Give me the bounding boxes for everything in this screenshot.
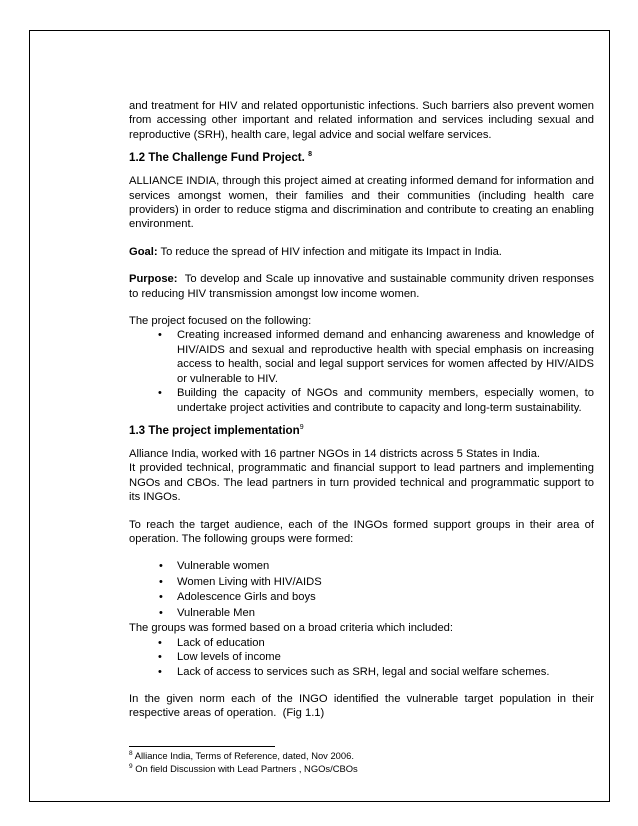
- bullet-icon: •: [158, 651, 162, 664]
- list-item: [129, 386, 594, 415]
- document-page: [29, 30, 610, 802]
- implementation-paragraph-1-rest: It provided technical, programmatic and financial support to lead partners and implementing NGOs and CBOs. The lead partners in turn provided technical and programmatic support to its INGOs.: [129, 462, 594, 504]
- footnote-text: On field Discussion with Lead Partners , NGOs/CBOs: [132, 762, 358, 774]
- list-item: [129, 606, 594, 622]
- section-heading-text: 1.2 The Challenge Fund Project.: [129, 151, 305, 165]
- list-item-text: Adolescence Girls and boys: [177, 591, 316, 604]
- list-item-text: Low levels of income: [177, 651, 281, 664]
- list-item: [129, 650, 594, 664]
- bullet-icon: •: [158, 329, 162, 342]
- list-item-text: Creating increased informed demand and enhancing awareness and knowledge of HIV/AIDS and sexual and reproductive health with special emphasis on increasing access to health, social and legal support services for women affected by HIV/AIDS or vulnerable to HIV.: [177, 329, 594, 385]
- implementation-paragraph-2: To reach the target audience, each of the INGOs formed support groups in their area of operation. The following groups were formed:: [129, 518, 594, 545]
- list-item-text: Vulnerable women: [177, 560, 270, 573]
- list-item: [129, 559, 594, 575]
- footnote-number: 8: [129, 749, 133, 757]
- list-item: [129, 590, 594, 606]
- bullet-icon: •: [159, 591, 163, 604]
- goal-text: To reduce the spread of HIV infection and mitigate its Impact in India.: [157, 245, 502, 258]
- footnote: [129, 762, 594, 775]
- groups-list: [129, 559, 594, 621]
- footnote: [129, 749, 594, 762]
- goal-paragraph: [129, 245, 594, 259]
- bullet-icon: •: [159, 560, 163, 573]
- footnote-reference: 9: [299, 424, 304, 432]
- criteria-list: [129, 636, 594, 679]
- focus-intro: The project focused on the following:: [129, 315, 312, 328]
- section-heading-text: 1.3 The project implementation: [129, 423, 300, 437]
- intro-paragraph: and treatment for HIV and related opportunistic infections. Such barriers also prevent women from accessing other important and related information and services including sexual and reproductive (SRH), health care, legal advice and social welfare services.: [129, 100, 594, 141]
- bullet-icon: •: [158, 665, 162, 678]
- purpose-label: Purpose:: [129, 273, 178, 286]
- challenge-fund-paragraph: ALLIANCE INDIA, through this project aimed at creating informed demand for information and services amongst women, their families and their communities (including health care providers) in order to reduce stigma and discrimination and contribute to creating an enabling environment.: [129, 175, 594, 231]
- list-item-text: Vulnerable Men: [177, 606, 255, 619]
- goal-label: Goal:: [129, 245, 158, 258]
- bullet-icon: •: [159, 575, 163, 588]
- list-item: [129, 665, 594, 679]
- list-item: [129, 328, 594, 386]
- implementation-paragraph-1: [129, 447, 594, 461]
- section-heading-implementation: [129, 423, 594, 439]
- implementation-line-1: Alliance India, worked with 16 partner NGOs in 14 districts across 5 States in India.: [129, 447, 541, 460]
- section-heading-challenge-fund: [129, 150, 594, 166]
- list-item-text: Women Living with HIV/AIDS: [177, 575, 322, 588]
- implementation-paragraph-3: In the given norm each of the INGO identified the vulnerable target population in their respective areas of operation. (Fig 1.1): [129, 692, 598, 720]
- page-content: [129, 99, 598, 775]
- list-item: [129, 636, 594, 650]
- footnote-number: 9: [129, 762, 133, 770]
- footnote-text: Alliance India, Terms of Reference, dated, Nov 2006.: [132, 749, 354, 761]
- bullet-icon: •: [158, 387, 162, 400]
- list-item-text: Lack of access to services such as SRH, legal and social welfare schemes.: [177, 665, 550, 678]
- purpose-text: To develop and Scale up innovative and sustainable community driven responses to reducing HIV transmission amongst low income women.: [129, 273, 598, 300]
- purpose-paragraph: [129, 272, 598, 301]
- footnote-reference: 8: [308, 151, 313, 159]
- footnote-separator: [129, 746, 275, 747]
- criteria-intro: The groups was formed based on a broad criteria which included:: [129, 622, 453, 635]
- list-item-text: Building the capacity of NGOs and community members, especially women, to undertake project activities and contribute to capacity and long-term sustainability.: [177, 387, 594, 414]
- focus-list: [129, 328, 594, 414]
- bullet-icon: •: [158, 636, 162, 649]
- list-item-text: Lack of education: [177, 636, 265, 649]
- bullet-icon: •: [159, 606, 163, 619]
- list-item: [129, 575, 594, 591]
